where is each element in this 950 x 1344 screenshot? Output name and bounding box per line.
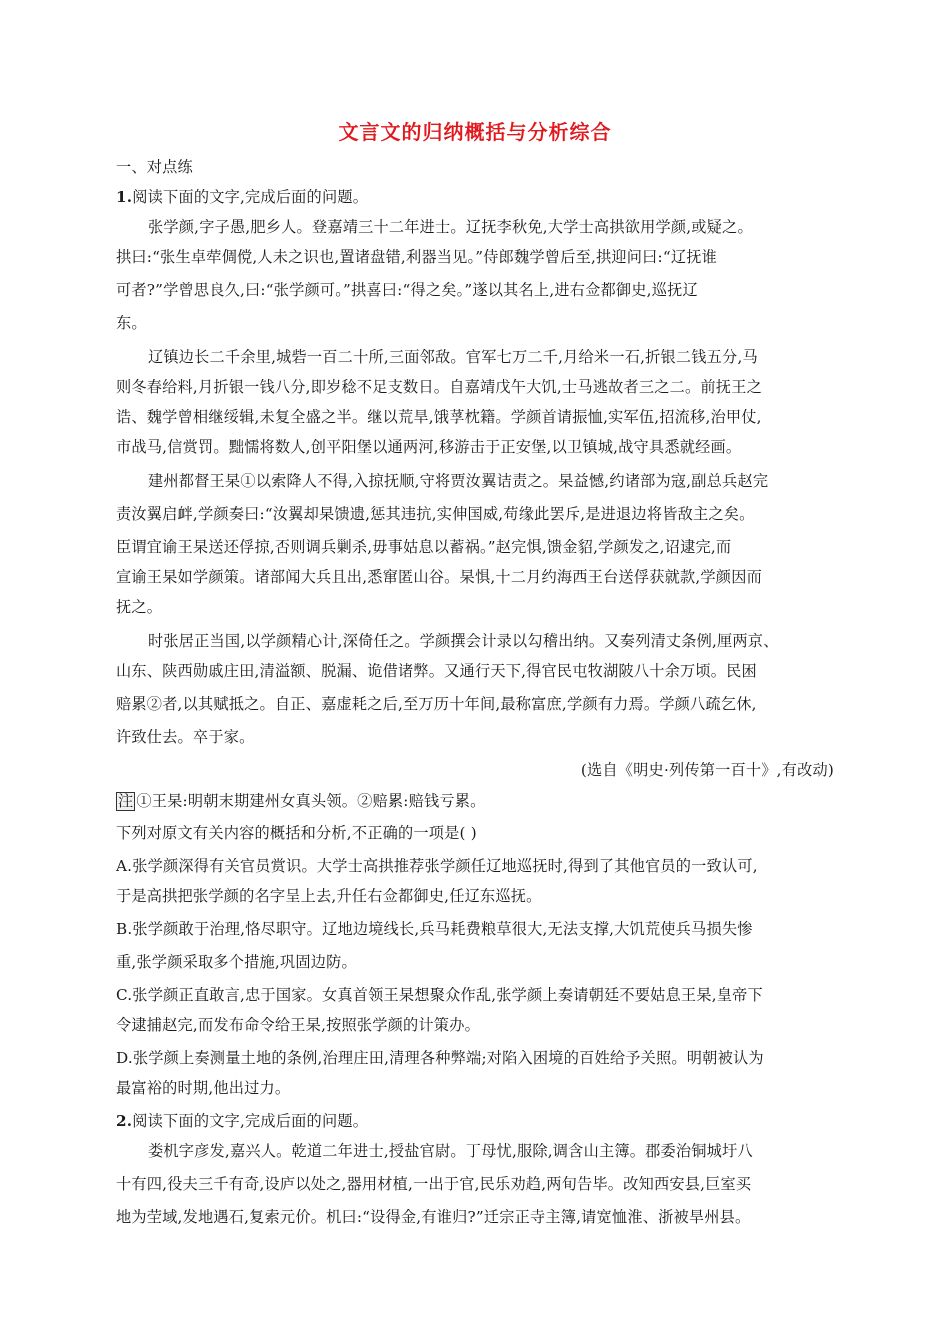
passage-line: 抚之。 <box>116 598 163 616</box>
option-a[interactable]: A.张学颜深得有关官员赏识。大学士高拱推荐张学颜任辽地巡抚时,得到了其他官员的一致认可, <box>116 857 758 875</box>
passage-line: 臣谓宜谕王杲送还俘掠,否则调兵剿杀,毋事姑息以蓄祸。”赵完惧,馈金貂,学颜发之,诏逮完,而 <box>116 538 732 556</box>
passage-line: 诰、魏学曾相继绥辑,未复全盛之半。继以荒旱,饿莩枕籍。学颜首请振恤,实军伍,招流移,治甲仗, <box>116 408 762 426</box>
note-label: 注 <box>118 792 134 810</box>
passage-line: 宣谕王杲如学颜策。诸部闻大兵且出,悉窜匿山谷。杲惧,十二月约海西王台送俘获就款,学颜因而 <box>116 568 762 586</box>
source-citation: (选自《明史·列传第一百十》,有改动) <box>580 761 834 779</box>
option-c-continued: 令逮捕赵完,而发布命令给王杲,按照张学颜的计策办。 <box>116 1016 480 1034</box>
passage-line: 责汝翼启衅,学颜奏曰:“汝翼却杲馈遗,惩其违抗,实伸国威,苟缘此罢斥,是进退边将皆敌主之矣。 <box>116 505 755 523</box>
page-title: 文言文的归纳概括与分析综合 <box>338 120 612 144</box>
passage-line: 可者?”学曾思良久,曰:“张学颜可。”拱喜曰:“得之矣。”遂以其名上,进右佥都御史,巡抚辽 <box>116 281 698 299</box>
passage-line: 时张居正当国,以学颜精心计,深倚任之。学颜撰会计录以勾稽出纳。又奏列清丈条例,厘两京、 <box>148 632 779 650</box>
option-c[interactable]: C.张学颜正直敢言,忠于国家。女真首领王杲想聚众作乱,张学颜上奏请朝廷不要姑息王杲,皇帝下 <box>116 986 763 1004</box>
note-text: ①王杲:明朝末期建州女真头领。②赔累:赔钱亏累。 <box>136 792 486 810</box>
section-heading: 一、对点练 <box>116 158 193 176</box>
passage-line: 建州都督王杲①以索降人不得,入掠抚顺,守将贾汝翼诘责之。杲益憾,约诸部为寇,副总兵赵完 <box>148 472 769 490</box>
option-b-continued: 重,张学颜采取多个措施,巩固边防。 <box>116 953 357 971</box>
passage-line: 赔累②者,以其赋抵之。自正、嘉虚耗之后,至万历十年间,最称富庶,学颜有力焉。学颜八疏乞休, <box>116 695 757 713</box>
passage-line: 许致仕去。卒于家。 <box>116 728 255 746</box>
question-1-number: 1. <box>116 188 133 206</box>
option-d[interactable]: D.张学颜上奏测量土地的条例,治理庄田,清理各种弊端;对陷入困境的百姓给予关照。明朝被认为 <box>116 1049 764 1067</box>
passage-line: 十有四,役夫三千有奇,设庐以处之,器用材植,一出于官,民乐劝趋,两旬告毕。改知西安县,巨室买 <box>116 1175 752 1193</box>
passage-line: 拱曰:“张生卓荦倜傥,人未之识也,置诸盘错,利器当见。”侍郎魏学曾后至,拱迎问曰:“辽抚谁 <box>116 248 717 266</box>
passage-line: 娄机字彦发,嘉兴人。乾道二年进士,授盐官尉。丁母忧,服除,调含山主簿。郡委治铜城圩八 <box>148 1142 753 1160</box>
question-2-number: 2. <box>116 1112 133 1130</box>
option-b[interactable]: B.张学颜敢于治理,恪尽职守。辽地边境线长,兵马耗费粮草很大,无法支撑,大饥荒使兵马损失惨 <box>116 920 753 938</box>
footnote <box>116 791 486 811</box>
passage-line: 辽镇边长二千余里,城砦一百二十所,三面邻敌。官军七万二千,月给米一石,折银二钱五分,马 <box>148 348 758 366</box>
passage-line: 张学颜,字子愚,肥乡人。登嘉靖三十二年进士。辽抚李秋免,大学士高拱欲用学颜,或疑之。 <box>148 218 753 236</box>
passage-line: 则冬春给料,月折银一钱八分,即岁稔不足支数日。自嘉靖戊午大饥,士马逃故者三之二。前抚王之 <box>116 378 762 396</box>
option-a-continued: 于是高拱把张学颜的名字呈上去,升任右佥都御史,任辽东巡抚。 <box>116 887 542 905</box>
passage-line: 东。 <box>116 314 147 332</box>
passage-line: 山东、陕西勋戚庄田,清溢额、脱漏、诡借诸弊。又通行天下,得官民屯牧湖陂八十余万顷。民困 <box>116 662 757 680</box>
question-1-prompt: 阅读下面的文字,完成后面的问题。 <box>132 188 369 206</box>
question-2-heading <box>116 1111 368 1131</box>
question-1-heading <box>116 187 368 207</box>
question-2-prompt: 阅读下面的文字,完成后面的问题。 <box>132 1112 369 1130</box>
passage-line: 市战马,信赏罚。黜懦将数人,创平阳堡以通两河,移游击于正安堡,以卫镇城,战守具悉就经画。 <box>116 438 742 456</box>
option-d-continued: 最富裕的时期,他出过力。 <box>116 1079 291 1097</box>
passage-line: 地为茔域,发地遇石,复索元价。机曰:“设得金,有谁归?”迁宗正寺主簿,请宽恤淮、浙被旱州县。 <box>116 1208 751 1226</box>
question-stem: 下列对原文有关内容的概括和分析,不正确的一项是( ) <box>116 824 477 842</box>
